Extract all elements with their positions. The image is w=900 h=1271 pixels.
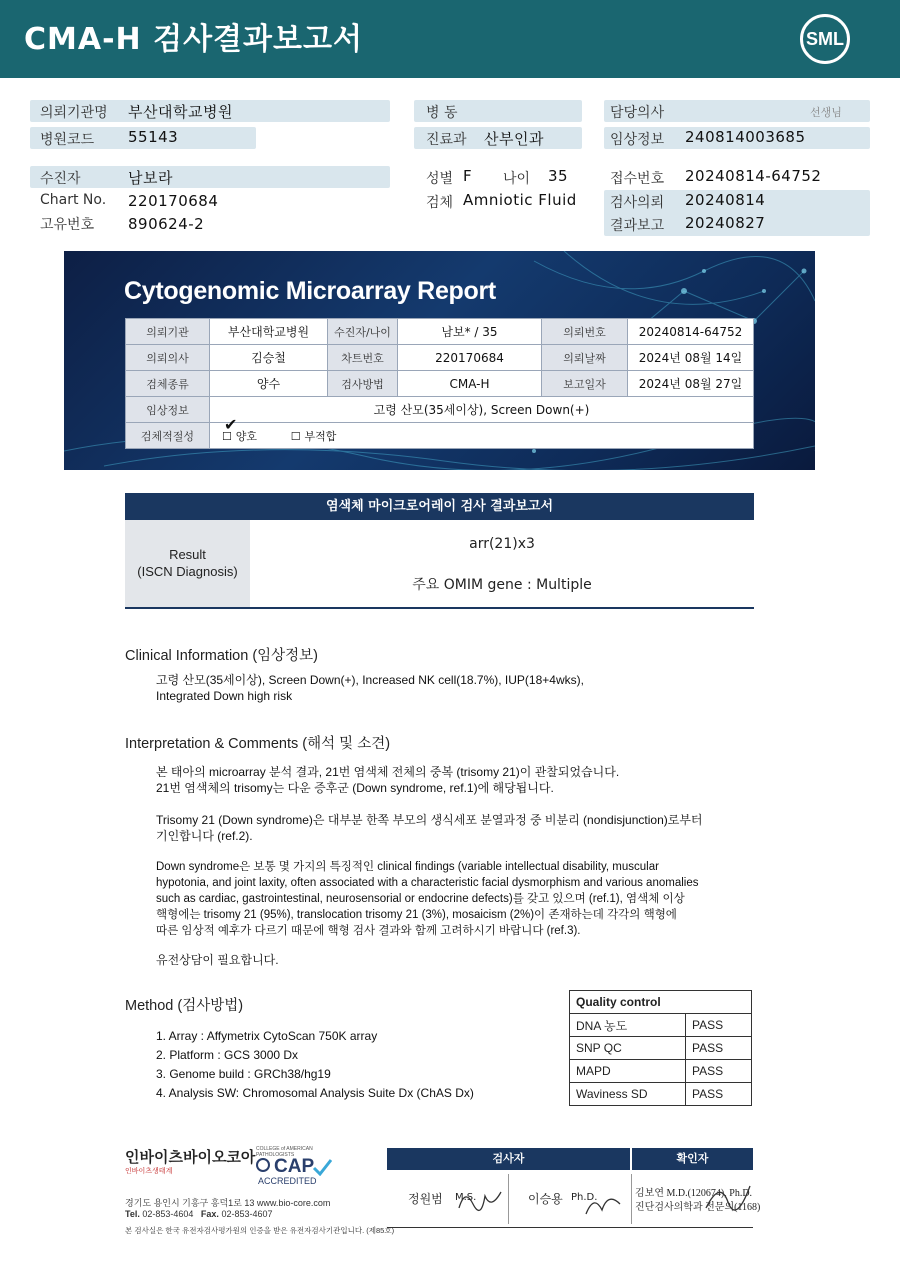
accreditation-note: 본 검사실은 한국 유전자검사평가원의 인증을 받은 유전자검사기관입니다. (제85호) — [125, 1226, 395, 1235]
interp-text: 핵형에는 trisomy 21 (95%), translocation trisomy 21 (3%), mosaicism (2%)이 존재하는데 각각의 핵형에 — [156, 909, 677, 921]
result-heading: 염색체 마이크로어레이 검사 결과보고서 — [125, 493, 754, 520]
qc-row — [570, 1060, 752, 1083]
banner-cell: 차트번호 — [328, 345, 398, 371]
interp-text: 기인합니다 (ref.2). — [156, 829, 253, 843]
fax-label: Fax. — [200, 1209, 219, 1219]
sml-logo: SML — [800, 14, 850, 64]
company-address: 경기도 용인시 기흥구 흥덕1로 13 www.bio-core.com — [125, 1198, 331, 1208]
qc-metric: Waviness SD — [570, 1083, 686, 1106]
banner-row — [126, 371, 754, 397]
banner-adequacy-label: 검체적절성 — [126, 423, 210, 449]
method-item: 4. Analysis SW: Chromosomal Analysis Suite Dx (ChAS Dx) — [156, 1086, 474, 1100]
clinical-info-title: Clinical Information (임상정보) — [125, 648, 319, 664]
cma-banner — [64, 251, 815, 470]
method-item: 1. Array : Affymetrix CytoScan 750K array — [156, 1029, 378, 1043]
qc-metric: DNA 농도 — [570, 1014, 686, 1037]
interp-text: hypotonia, and joint laxity, often associated with a characteristic facial dysmorphism and various anomalies — [156, 877, 699, 889]
method-item: 3. Genome build : GRCh38/hg19 — [156, 1067, 331, 1081]
department-label: 진료과 — [426, 132, 467, 148]
confirmer-line2: 진단검사의학과 전문의(1168) — [635, 1202, 761, 1213]
banner-cell: CMA-H — [398, 371, 542, 397]
banner-row — [126, 397, 754, 423]
chart-label: Chart No. — [40, 192, 107, 208]
tel-label: Tel. — [125, 1209, 140, 1219]
sex-label: 성별 — [426, 171, 454, 187]
qc-metric: SNP QC — [570, 1037, 686, 1060]
clinical-label: 임상정보 — [610, 132, 665, 148]
cap-seal-icon — [256, 1158, 270, 1172]
cap-top: COLLEGE of AMERICAN PATHOLOGISTS — [256, 1146, 313, 1158]
company-name: 인바이츠바이오코아 — [125, 1148, 256, 1166]
inadequate-checkbox-icon: ☐ — [290, 429, 301, 443]
adequate-option: 양호 — [235, 429, 257, 443]
banner-row — [126, 319, 754, 345]
banner-cell: 의뢰날짜 — [542, 345, 628, 371]
banner-row — [126, 423, 754, 449]
report-value: 20240827 — [685, 214, 766, 232]
institution-value: 부산대학교병원 — [128, 103, 233, 121]
patient-bar — [30, 166, 390, 188]
receipt-value: 20240814-64752 — [685, 167, 822, 185]
banner-clinical-value: 고령 산모(35세이상), Screen Down(+) — [210, 397, 754, 423]
interp-text: such as cardiac, gastrointestinal, neurosensorial or endocrine defects)를 갖고 있으며 (ref.1), 염색체 이상 — [156, 893, 685, 905]
checkmark-icon: ✔ — [224, 415, 238, 434]
unique-label: 고유번호 — [40, 217, 95, 233]
qc-status: PASS — [686, 1037, 752, 1060]
banner-cell: 검사방법 — [328, 371, 398, 397]
banner-row — [126, 345, 754, 371]
qc-row — [570, 1083, 752, 1106]
signature-divider — [508, 1174, 509, 1224]
omim-gene: 주요 OMIM gene : Multiple — [412, 577, 592, 593]
department-value: 산부인과 — [484, 130, 544, 148]
signature-divider — [631, 1174, 632, 1224]
checkmark-icon — [312, 1158, 332, 1176]
adequacy-options — [210, 415, 754, 449]
qc-row — [570, 1037, 752, 1060]
clinical-info-line2: Integrated Down high risk — [156, 689, 293, 703]
cap-main: CAP — [274, 1156, 315, 1177]
specimen-value: Amniotic Fluid — [463, 191, 577, 209]
confirmer-signature — [700, 1178, 760, 1216]
quality-control-table — [569, 990, 752, 1106]
banner-cell: 보고일자 — [542, 371, 628, 397]
qc-row — [570, 1014, 752, 1037]
patient-label: 수진자 — [40, 171, 81, 187]
method-title: Method (검사방법) — [125, 998, 244, 1014]
cap-sub: ACCREDITED — [258, 1176, 317, 1186]
confirmer-line1: 김보연 M.D.(120674), Ph.D. — [635, 1188, 753, 1199]
banner-cell: 20240814-64752 — [628, 319, 754, 345]
banner-cell: 부산대학교병원 — [210, 319, 328, 345]
method-item: 2. Platform : GCS 3000 Dx — [156, 1048, 299, 1062]
age-value: 35 — [548, 167, 569, 185]
banner-cell: 의뢰기관 — [126, 319, 210, 345]
company-sub: 인바이츠생태계 — [125, 1168, 173, 1175]
chart-value: 220170684 — [128, 192, 219, 210]
interpretation-title: Interpretation & Comments (해석 및 소견) — [125, 736, 391, 752]
banner-cell: 검체종류 — [126, 371, 210, 397]
patient-name: 남보라 — [128, 169, 173, 187]
specimen-label: 검체 — [426, 195, 454, 211]
examiner1-signature — [455, 1184, 505, 1218]
banner-cell: 2024년 08월 14일 — [628, 345, 754, 371]
request-label: 검사의뢰 — [610, 195, 665, 211]
interp-text: 본 태아의 microarray 분석 결과, 21번 염색체 전체의 중복 (trisomy 21)이 관찰되었습니다. — [156, 765, 620, 779]
result-label-line1: Result — [169, 547, 206, 562]
hospital-code-label: 병원코드 — [40, 132, 95, 148]
banner-cell: 의뢰의사 — [126, 345, 210, 371]
company-contact — [125, 1209, 273, 1219]
cap-logo — [256, 1146, 334, 1188]
banner-title: Cytogenomic Microarray Report — [124, 277, 496, 305]
banner-clinical-label: 임상정보 — [126, 397, 210, 423]
banner-cell: 2024년 08월 27일 — [628, 371, 754, 397]
request-value: 20240814 — [685, 191, 766, 209]
iscn-diagnosis: arr(21)x3 — [469, 536, 535, 552]
qc-metric: MAPD — [570, 1060, 686, 1083]
banner-cell: 의뢰번호 — [542, 319, 628, 345]
unique-value: 890624-2 — [128, 215, 205, 233]
doctor-suffix: 선생님 — [810, 106, 842, 119]
result-label — [125, 520, 250, 607]
result-divider — [125, 607, 754, 609]
qc-row — [570, 991, 752, 1014]
institution-label: 의뢰기관명 — [40, 105, 108, 121]
qc-status: PASS — [686, 1014, 752, 1037]
adequate-checkbox-icon: ☐ — [222, 429, 232, 443]
interp-text: Down syndrome은 보통 몇 가지의 특징적인 clinical findings (variable intellectual disability, muscular — [156, 861, 659, 873]
examiner2-name: 이승용 — [528, 1192, 563, 1206]
banner-cell: 김승철 — [210, 345, 328, 371]
doctor-label: 담당의사 — [610, 105, 665, 121]
qc-status: PASS — [686, 1060, 752, 1083]
page-title: CMA-H 검사결과보고서 — [24, 22, 363, 57]
tel-value: 02-853-4604 — [142, 1209, 194, 1219]
examiner2-signature — [580, 1188, 625, 1220]
clinical-value: 240814003685 — [685, 128, 806, 146]
banner-cell: 수진자/나이 — [328, 319, 398, 345]
interp-text: Trisomy 21 (Down syndrome)은 대부분 한쪽 부모의 생식세포 분열과정 중 비분리 (nondisjunction)로부터 — [156, 813, 703, 827]
examiner-head: 검사자 — [387, 1148, 630, 1170]
examiner1-degree: M.S. — [455, 1192, 477, 1203]
qc-status: PASS — [686, 1083, 752, 1106]
examiner1-name: 정원범 — [408, 1192, 443, 1206]
clinical-info-line1: 고령 산모(35세이상), Screen Down(+), Increased NK cell(18.7%), IUP(18+4wks), — [156, 673, 584, 687]
examiner2-degree: Ph.D. — [571, 1192, 598, 1203]
ward-label: 병 동 — [426, 105, 458, 121]
report-label: 결과보고 — [610, 218, 665, 234]
inadequate-option: 부적합 — [304, 429, 337, 443]
banner-cell: 남보* / 35 — [398, 319, 542, 345]
fax-value: 02-853-4607 — [221, 1209, 273, 1219]
interp-text: 21번 염색체의 trisomy는 다운 증후군 (Down syndrome, ref.1)에 해당됩니다. — [156, 781, 554, 795]
age-label: 나이 — [503, 171, 531, 187]
banner-cell: 양수 — [210, 371, 328, 397]
banner-cell: 220170684 — [398, 345, 542, 371]
banner-info-table — [125, 318, 754, 449]
interp-text: 유전상담이 필요합니다. — [156, 953, 279, 967]
qc-title: Quality control — [570, 991, 752, 1014]
receipt-label: 접수번호 — [610, 171, 665, 187]
confirmer-head: 확인자 — [632, 1148, 753, 1170]
hospital-code-value: 55143 — [128, 128, 179, 146]
sex-value: F — [463, 167, 473, 185]
result-label-line2: (ISCN Diagnosis) — [137, 564, 238, 579]
interp-text: 따른 임상적 예후가 다르기 때문에 핵형 검사 결과와 함께 고려하시기 바랍니다 (ref.3). — [156, 925, 581, 937]
